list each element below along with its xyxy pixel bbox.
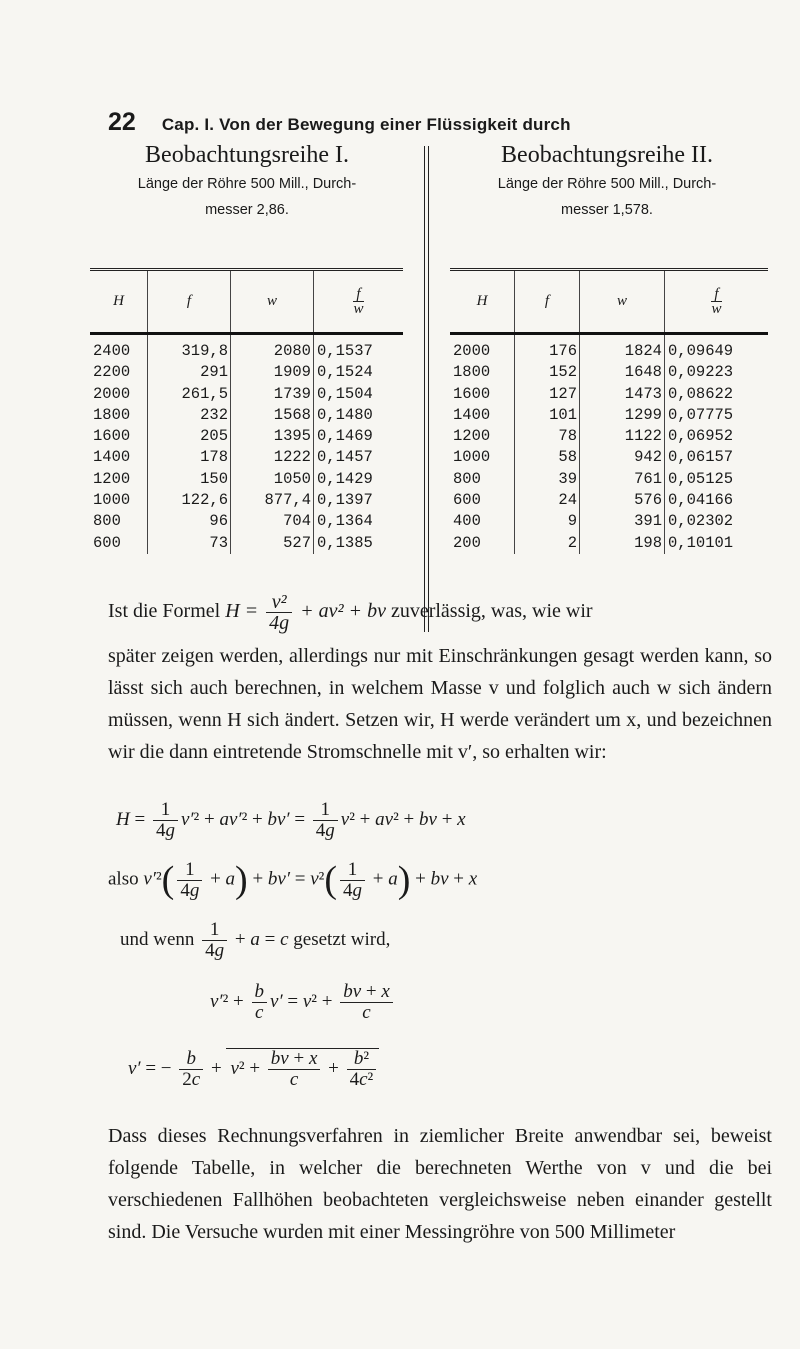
table-cell: 0,1480 (317, 405, 373, 424)
table-cell: 24 (515, 490, 580, 511)
table-cell: 0,1504 (317, 384, 373, 403)
table-cell: 291 (148, 362, 231, 383)
table-cell: 704 (231, 511, 314, 532)
table-cell: 96 (148, 511, 231, 532)
equation-4: v′² + $\frac{b}{c}$ v′ = v² + $\frac{bv + x}{c}$ (210, 982, 396, 1023)
table-cell: 9 (515, 511, 580, 532)
running-header (108, 108, 668, 137)
table-cell: 1739 (231, 384, 314, 405)
table-cell: 58 (515, 447, 580, 468)
series-1-sub-1: Länge der Röhre 500 Mill., Durch- (137, 176, 357, 192)
table-cell: 152 (515, 362, 580, 383)
series-2-sub-1: Länge der Röhre 500 Mill., Durch- (497, 176, 717, 192)
table-cell: 0,06157 (668, 448, 734, 467)
table-cell: 1000 (90, 490, 148, 511)
column-divider-2 (428, 146, 429, 632)
table-cell: 261,5 (148, 384, 231, 405)
table-cell: 527 (231, 533, 314, 554)
formula-line (108, 592, 772, 633)
formula-h: H = $\frac{\text{v²}}{4g}$ + av² + bv (225, 591, 386, 634)
table-cell: 39 (515, 469, 580, 490)
page-number: 22 (108, 108, 136, 136)
table-cell: 2200 (90, 362, 148, 383)
table-row (90, 384, 403, 405)
table-cell: 0,05125 (668, 469, 734, 488)
table-row (90, 469, 403, 490)
col-f: f (148, 270, 231, 334)
table-cell: 0,1397 (317, 491, 373, 510)
table-cell: 198 (580, 533, 665, 554)
table-cell: 2000 (450, 334, 515, 363)
table-row (90, 334, 403, 363)
equation-1: H = $\frac{1}{4g}$ v′² + av′² + bv′ = $\frac{1}{4g}$ v² + av² + bv + x (116, 799, 466, 841)
table-cell: 127 (515, 384, 580, 405)
table-row (90, 405, 403, 426)
table-cell: 178 (148, 447, 231, 468)
table-cell: 232 (148, 405, 231, 426)
table-cell: 200 (450, 533, 515, 554)
table-series-1 (90, 268, 403, 554)
table-row (450, 405, 768, 426)
table-cell: 0,06952 (668, 427, 734, 446)
table-cell: 122,6 (148, 490, 231, 511)
line1-a: Ist die Formel (108, 600, 221, 623)
table-cell: 0,10101 (668, 533, 734, 552)
table-series-2 (450, 268, 768, 554)
table-cell: 0,02302 (668, 512, 734, 531)
table-cell: 2000 (90, 384, 148, 405)
table-cell: 400 (450, 511, 515, 532)
table-row (450, 533, 768, 554)
und-wenn: und wenn (120, 928, 195, 950)
table-cell: 1648 (580, 362, 665, 383)
table-cell: 1299 (580, 405, 665, 426)
table-cell: 800 (450, 469, 515, 490)
table-cell: 1400 (90, 447, 148, 468)
series-2-sub-2: messer 1,578. (561, 202, 653, 218)
table-row (90, 533, 403, 554)
table-cell: 1050 (231, 469, 314, 490)
series-2-title: Beobachtungsreihe II. (501, 142, 713, 168)
series-1-title: Beobachtungsreihe I. (145, 142, 349, 168)
paragraph-2: Dass dieses Rechnungsverfahren in ziemlicher Breite anwendbar sei, beweist folgende Tabelle, in welcher die berechneten Werthe von v und die bei verschiedenen Fallhöhen beobachteten vergleichsweise neben einander gestellt sind. Die Versuche wurden mit einer Messingröhre von 500 Millimeter (108, 1125, 772, 1243)
table-row (450, 334, 768, 363)
table-row (90, 511, 403, 532)
table-row (450, 362, 768, 383)
table-cell: 1395 (231, 426, 314, 447)
table-cell: 1800 (90, 405, 148, 426)
table-cell: 600 (90, 533, 148, 554)
table-row (450, 384, 768, 405)
table-cell: 1000 (450, 447, 515, 468)
series-1-heading (88, 142, 406, 221)
table-cell: 176 (515, 334, 580, 363)
series-1-sub-2: messer 2,86. (205, 202, 289, 218)
table-cell: 2400 (90, 334, 148, 363)
table-cell: 1222 (231, 447, 314, 468)
table-cell: 0,09649 (668, 342, 734, 360)
table-row (90, 362, 403, 383)
table-cell: 1600 (90, 426, 148, 447)
table-row (90, 426, 403, 447)
col-w: w (231, 270, 314, 334)
col-f-over-w: $\frac{f}{w}$ (353, 286, 364, 317)
also-word: also (108, 868, 139, 890)
table-cell: 2 (515, 533, 580, 554)
column-divider (424, 146, 425, 632)
equation-2: also v′²( $\frac{1}{4g}$ + a) + bv′ = v²( $\frac{1}{4g}$ + a) + bv + x (108, 858, 478, 901)
col-f: f (515, 270, 580, 334)
gesetzt: gesetzt wird, (293, 928, 391, 950)
table-cell: 391 (580, 511, 665, 532)
col-h: H (450, 270, 515, 334)
running-head-text: Cap. I. Von der Bewegung einer Flüssigkeit durch (161, 115, 571, 134)
table-row (450, 490, 768, 511)
table-cell: 101 (515, 405, 580, 426)
table-cell: 2080 (231, 334, 314, 363)
equation-5: v′ = − $\frac{b}{2c}$ + v² + $\frac{bv + x}{c}$ + $\frac{\text{b²}}{\text{4c²}}$ (128, 1048, 379, 1090)
table-row (450, 469, 768, 490)
table-cell: 576 (580, 490, 665, 511)
table-cell: 0,09223 (668, 363, 734, 382)
table-cell: 205 (148, 426, 231, 447)
table-cell: 761 (580, 469, 665, 490)
table-cell: 78 (515, 426, 580, 447)
paragraph-1: später zeigen werden, allerdings nur mit Einschränkungen gesagt werden kann, so lässt sich auch berechnen, in welchem Masse v und folglich auch w sich ändern müssen, wenn H sich ändert. Setzen wir, H werde verändert um x, und bezeichnen wir die dann eintretende Stromschnelle mit v′, so erhalten wir: (108, 645, 772, 763)
table-cell: 0,04166 (668, 491, 734, 510)
col-h: H (90, 270, 148, 334)
table-cell: 1473 (580, 384, 665, 405)
table-row (450, 426, 768, 447)
equation-3: und wenn $\frac{1}{4g}$ + a = c gesetzt wird, (120, 919, 391, 961)
table-cell: 600 (450, 490, 515, 511)
table-cell: 1200 (90, 469, 148, 490)
table-row (450, 511, 768, 532)
table-cell: 1122 (580, 426, 665, 447)
table-cell: 0,1385 (317, 533, 373, 552)
table-cell: 1600 (450, 384, 515, 405)
table-cell: 1909 (231, 362, 314, 383)
line1-b: zuverlässig, was, wie wir (390, 600, 593, 623)
table-cell: 0,1364 (317, 512, 373, 531)
table-cell: 1568 (231, 405, 314, 426)
series-2-heading (446, 142, 768, 221)
table-cell: 0,1537 (317, 342, 373, 360)
table-cell: 1824 (580, 334, 665, 363)
table-cell: 0,1457 (317, 448, 373, 467)
table-cell: 0,1469 (317, 427, 373, 446)
col-f-over-w: $\frac{f}{w}$ (711, 286, 722, 317)
table-cell: 73 (148, 533, 231, 554)
table-cell: 877,4 (231, 490, 314, 511)
table-cell: 942 (580, 447, 665, 468)
table-cell: 1400 (450, 405, 515, 426)
table-cell: 0,1429 (317, 469, 373, 488)
table-cell: 0,07775 (668, 405, 734, 424)
table-cell: 0,08622 (668, 384, 734, 403)
table-row (450, 447, 768, 468)
table-row (90, 447, 403, 468)
table-cell: 1800 (450, 362, 515, 383)
table-cell: 0,1524 (317, 363, 373, 382)
table-cell: 1200 (450, 426, 515, 447)
table-cell: 800 (90, 511, 148, 532)
table-cell: 150 (148, 469, 231, 490)
table-cell: 319,8 (148, 334, 231, 363)
table-row (90, 490, 403, 511)
col-w: w (580, 270, 665, 334)
